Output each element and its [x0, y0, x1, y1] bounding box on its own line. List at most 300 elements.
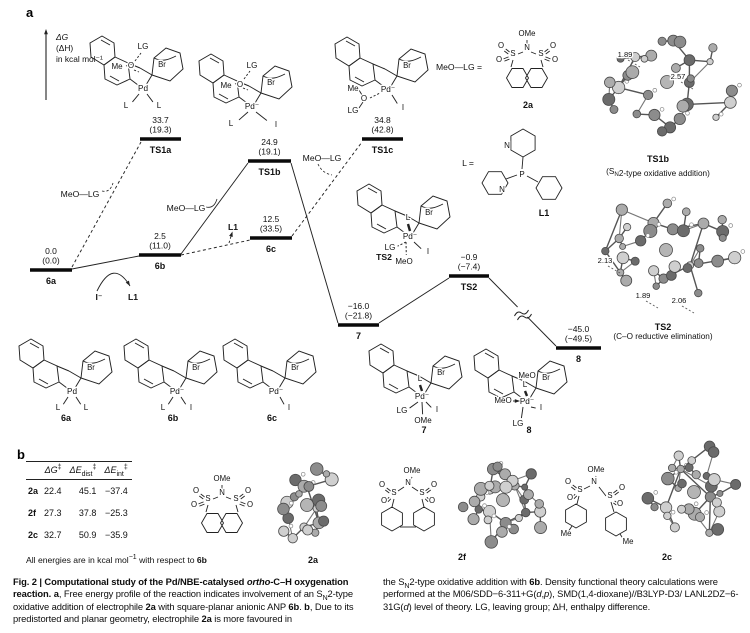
text-segment: -C–H oxygenation reaction.: [13, 576, 349, 600]
ligand-exchange-arrow: [97, 273, 130, 291]
molecule-skeleton: [369, 344, 462, 393]
text-segment: p: [544, 588, 550, 600]
atom-sphere: [717, 490, 723, 496]
bond: [199, 496, 203, 499]
connection-line: [291, 163, 338, 323]
bond: [521, 407, 523, 418]
hydrogen-sphere: [705, 511, 709, 515]
bond: [522, 157, 523, 169]
atom-LG: LG: [384, 243, 396, 252]
metal-atom: [688, 486, 701, 499]
text-segment: ΔE: [104, 465, 117, 475]
bond: [199, 504, 204, 506]
dg-value: −45.0: [567, 324, 590, 334]
text-segment: ), SMD(1,4-dioxane)//B3LYP-D3/ LANL2DZ−6-31G(: [383, 588, 739, 612]
bond: [425, 488, 429, 491]
atom-N: N: [499, 185, 505, 194]
text-segment: . Density functional theory calculations were performed at the M06/SDD−6-311+G(: [383, 576, 718, 600]
bond: [226, 497, 231, 499]
atom-sphere: [660, 502, 671, 513]
table-row: [26, 480, 132, 503]
bond: [135, 53, 141, 61]
atom-L: L: [405, 213, 411, 222]
atom-N: N: [405, 478, 411, 487]
atom-Pd: Pd⁻: [169, 387, 185, 396]
hydrogen-sphere: [671, 510, 675, 514]
atom-N: N: [219, 488, 225, 497]
bond: [545, 59, 550, 61]
bond: [72, 256, 139, 269]
molecule-ts1a: [90, 36, 183, 110]
table-cell: 32.7: [44, 530, 62, 540]
energy-level-TS2: [449, 252, 489, 292]
species-label: TS1b: [258, 167, 281, 177]
table-body: [26, 480, 132, 547]
hydrogen-sphere: [654, 491, 658, 495]
atom-O: O: [380, 496, 388, 505]
atom-sphere: [635, 236, 645, 246]
atom-L: L: [160, 403, 166, 412]
text-segment: ‡: [123, 464, 128, 471]
atom-L: L: [83, 403, 89, 412]
bond: [398, 487, 404, 491]
atom-sphere: [493, 462, 502, 471]
atom-sphere: [621, 275, 632, 286]
hydrogen-sphere: [690, 223, 694, 227]
atom-I: I: [435, 405, 439, 414]
species-label: TS1a: [149, 145, 172, 155]
atom-O: O: [236, 80, 244, 89]
atom-sphere: [602, 247, 609, 254]
atom-sphere: [500, 481, 512, 493]
atom-sphere: [310, 463, 323, 476]
atom-sphere: [682, 208, 690, 216]
atom-sphere: [728, 251, 740, 263]
bond: [236, 505, 238, 512]
atom-OMe: OMe: [414, 416, 432, 425]
dg-value: 34.8: [374, 115, 391, 125]
bond: [541, 60, 543, 67]
bond: [243, 88, 248, 90]
atom-sphere: [296, 491, 303, 498]
species-label: TS2: [460, 282, 478, 292]
atom-L: L: [228, 119, 234, 128]
bond: [613, 490, 617, 493]
distance-leader: [682, 306, 694, 313]
dg-value: 0.0: [45, 246, 57, 256]
atom-sphere: [698, 218, 709, 229]
ring: [566, 504, 587, 528]
text-segment: −1: [128, 554, 137, 562]
ball-and-stick-2a-3d: [278, 463, 339, 565]
atom-Me: Me: [220, 81, 232, 90]
molecule-2c-panelb: [561, 465, 634, 546]
hydrogen-sphere: [672, 197, 676, 201]
hydrogen-sphere: [492, 514, 496, 518]
energy-level-TS1c: [362, 115, 403, 155]
bond: [504, 51, 508, 54]
atom-O: O: [244, 486, 252, 495]
bond: [392, 95, 397, 104]
atom-sphere: [662, 472, 675, 485]
meolg-hook-1: [102, 183, 113, 191]
atom-O: O: [551, 55, 559, 64]
atom-sphere: [674, 36, 686, 48]
hydrogen-sphere: [289, 524, 293, 528]
dg-value: 33.7: [152, 115, 169, 125]
ddg-table: [26, 461, 132, 546]
atom-Pd: Pd: [137, 84, 149, 93]
atom-sphere: [497, 527, 508, 538]
atom-MeO: MeO: [395, 257, 413, 266]
atom-sphere: [603, 93, 615, 105]
dh-value: (0.0): [42, 255, 60, 266]
atom-sphere: [631, 257, 639, 265]
bond: [422, 499, 424, 507]
atom-sphere: [279, 526, 289, 536]
atom-sphere: [678, 505, 686, 513]
structure-caption: 2a: [307, 555, 319, 565]
row-label: 2f: [28, 508, 37, 518]
atom-sphere: [316, 500, 327, 511]
atom-OMe: OMe: [518, 29, 536, 38]
atom-O: O: [378, 480, 386, 489]
text-segment: ortho: [246, 576, 271, 587]
bond: [615, 492, 619, 495]
molecule-6c: [223, 339, 316, 423]
figure-caption-right: [383, 576, 739, 613]
distortion-interaction-table: [26, 461, 132, 546]
atom-sphere: [707, 59, 713, 65]
table-cell: 50.9: [78, 530, 97, 540]
atom-N: N: [591, 477, 597, 486]
connection-line: [72, 256, 139, 269]
atom-sphere: [712, 498, 721, 507]
annotation-l1-release-label: L1: [127, 292, 139, 302]
text-segment: 2-type oxidative addition with: [409, 576, 530, 587]
text-segment: N: [404, 582, 410, 590]
bond: [511, 60, 513, 67]
bond: [132, 94, 139, 102]
ball-and-stick-ts1b-3d: [603, 35, 742, 178]
energy-level-7: [338, 301, 379, 341]
dh-value: (−21.8): [344, 310, 373, 321]
bond: [392, 499, 394, 507]
molecule-2a-legend: [496, 29, 558, 110]
atom-sphere: [458, 502, 468, 512]
row-label: 2a: [28, 486, 39, 496]
atom-S: S: [391, 488, 397, 497]
annotation-l1-dissociation-label: L1: [227, 222, 239, 232]
bond: [63, 397, 68, 404]
text-segment: 2a: [145, 600, 156, 612]
bond: [420, 385, 422, 391]
atom-sphere: [688, 457, 696, 465]
atom-L: L: [417, 374, 423, 383]
molecule-skeleton: [90, 36, 183, 85]
annotation-iodide-label: I⁻: [95, 292, 103, 302]
atom-Br: Br: [267, 78, 275, 87]
atom-MeO: MeO: [494, 396, 512, 405]
molecule-2a-panelb: [191, 474, 253, 533]
atom-sphere: [623, 223, 630, 230]
structure-subcaption: (C–O reductive elimination): [613, 332, 713, 341]
annotation-meolg-label-2: MeO—LG: [166, 203, 206, 213]
dh-value: (19.3): [149, 124, 172, 135]
molecule-skeleton: [357, 184, 450, 233]
annotation-legend-l: L =: [462, 158, 474, 168]
atom-Br: Br: [542, 373, 550, 382]
atom-sphere: [515, 514, 522, 521]
text-segment: b: [304, 600, 310, 612]
atom-N: N: [524, 43, 530, 52]
text-segment: ΔG: [44, 465, 58, 475]
atom-Me: Me: [560, 529, 572, 538]
atom-S: S: [510, 49, 516, 58]
atom-sphere: [677, 100, 689, 112]
axis-label: (ΔH): [56, 43, 74, 53]
atom-Pd: Pd⁻: [244, 102, 260, 111]
table-header-cell: [100, 462, 131, 480]
species-label: 6c: [265, 244, 277, 254]
meolg-hook-3: [318, 164, 332, 175]
atom-sphere: [708, 447, 719, 458]
atom-Br: Br: [192, 363, 200, 372]
table-cell: 45.1: [78, 486, 97, 496]
text-segment: with square-planar anionic ANP: [155, 600, 289, 612]
atom-sphere: [687, 75, 694, 82]
energy-level-8: [556, 324, 601, 364]
bond: [240, 504, 245, 506]
bond: [408, 224, 410, 231]
hydrogen-sphere: [289, 501, 293, 505]
atom-I: I: [287, 403, 291, 412]
bond: [256, 112, 267, 121]
atom-I: I: [401, 103, 405, 112]
bond: [518, 52, 523, 54]
bond: [427, 490, 431, 493]
structure-caption: 2f: [457, 552, 467, 562]
atom-sphere: [278, 503, 290, 515]
bond: [387, 488, 391, 491]
species-label: 6a: [45, 276, 57, 286]
table-header-row: [26, 462, 132, 480]
atom-OMe: OMe: [587, 465, 605, 474]
molecule-ts2: [357, 184, 450, 266]
molecule-skeleton: [199, 54, 292, 103]
ball-and-stick-2f-3d: [458, 461, 547, 562]
bond: [426, 402, 431, 407]
atom-sphere: [288, 534, 297, 543]
dh-value: (33.5): [259, 223, 283, 234]
bond: [412, 487, 418, 491]
atom-O: O: [616, 499, 624, 508]
bond: [244, 71, 250, 79]
text-segment: 2a: [201, 612, 212, 624]
annotation-meolg-label-3: MeO—LG: [302, 153, 342, 163]
bond: [531, 52, 536, 54]
structure-caption: 6c: [266, 413, 278, 423]
figure-caption-left: [13, 576, 375, 625]
atom-O: O: [566, 493, 574, 502]
bond: [134, 70, 139, 72]
atom-Me: Me: [347, 84, 359, 93]
dh-value: (11.0): [149, 240, 171, 251]
bond: [410, 402, 418, 408]
atom-sphere: [712, 255, 724, 267]
structure-caption: 6b: [167, 413, 179, 423]
atom-O: O: [618, 483, 626, 492]
atom-sphere: [616, 204, 627, 215]
text-segment: 6b: [529, 576, 540, 587]
bond: [72, 142, 141, 267]
text-segment: 2-type oxidative addition of electrophile: [13, 588, 354, 612]
bond: [240, 502, 245, 504]
hydrogen-sphere: [657, 222, 661, 226]
structure-caption: 8: [526, 425, 532, 435]
text-segment: d: [536, 588, 542, 600]
atom-sphere: [522, 484, 528, 490]
atom-O: O: [246, 500, 254, 509]
table-corner-cell: [26, 462, 40, 480]
energy-level-6c: [250, 214, 292, 254]
hydrogen-sphere: [507, 525, 511, 529]
energy-level-TS1b: [248, 137, 291, 177]
atom-S: S: [205, 494, 211, 503]
bond: [239, 112, 248, 120]
bond: [414, 242, 421, 249]
atom-sphere: [709, 44, 717, 52]
atom-O: O: [564, 477, 572, 486]
atom-S: S: [233, 494, 239, 503]
molecule-skeleton: [124, 339, 217, 388]
atom-Me: Me: [622, 537, 634, 546]
text-segment: .: [299, 600, 305, 612]
annotation-legend-meolg: MeO—LG =: [435, 62, 483, 72]
atom-Me: Me: [111, 62, 123, 71]
text-segment: 6b: [288, 600, 300, 612]
bond: [206, 505, 208, 512]
atom-L: L: [156, 101, 162, 110]
hydrogen-sphere: [686, 111, 690, 115]
ball-and-stick-ts2-3d: [598, 197, 745, 341]
atom-Pd: Pd⁻: [402, 232, 418, 241]
bond: [147, 94, 153, 102]
atom-sphere: [643, 90, 652, 99]
text-segment: 6b: [196, 555, 207, 565]
atom-N: N: [504, 141, 510, 150]
metal-atom: [660, 244, 673, 257]
atom-sphere: [658, 37, 666, 45]
atom-Br: Br: [87, 363, 95, 372]
annotation-ts2-structure-label: TS2: [376, 252, 392, 262]
bond: [370, 93, 380, 98]
atom-sphere: [641, 55, 648, 62]
hydrogen-sphere: [694, 502, 698, 506]
atom-S: S: [607, 491, 613, 500]
atom-sphere: [713, 114, 719, 120]
bond: [213, 497, 218, 499]
atom-sphere: [653, 283, 660, 290]
atom-sphere: [695, 289, 702, 296]
atom-sphere: [725, 97, 737, 109]
bond: [504, 57, 509, 59]
atom-sphere: [649, 109, 660, 120]
atom-sphere: [657, 127, 666, 136]
atom-O: O: [360, 94, 368, 103]
ring: [414, 507, 435, 531]
dg-value: 24.9: [261, 137, 278, 147]
text-segment: with respect to: [136, 555, 197, 565]
atom-sphere: [674, 113, 685, 124]
atom-sphere: [692, 470, 700, 478]
atom-sphere: [712, 524, 724, 536]
structure-caption: TS2: [654, 322, 672, 332]
text-segment: d: [403, 600, 409, 612]
ball-and-stick-2c-3d: [642, 441, 741, 562]
text-segment: ,: [541, 588, 545, 600]
bond: [422, 402, 423, 414]
atom-O: O: [127, 61, 135, 70]
atom-O: O: [192, 486, 200, 495]
atom-O: O: [190, 500, 198, 509]
atom-sphere: [323, 471, 329, 477]
text-segment: ΔE: [69, 465, 82, 475]
distance-leader: [646, 301, 658, 308]
atom-sphere: [696, 245, 704, 253]
bond: [504, 59, 509, 61]
hydrogen-sphere: [646, 234, 650, 238]
atom-O: O: [495, 55, 503, 64]
bond: [181, 397, 186, 404]
bond: [239, 494, 243, 497]
molecule-6a: [19, 339, 112, 423]
atom-Br: Br: [403, 61, 411, 70]
bond: [545, 57, 550, 59]
atom-I: I: [274, 120, 278, 129]
bond: [201, 494, 205, 497]
panel-b-label: b: [17, 447, 25, 462]
bond: [577, 496, 579, 504]
connection-line: [72, 142, 141, 267]
molecule-skeleton: [223, 339, 316, 388]
atom-sphere: [303, 525, 313, 535]
atom-sphere: [304, 481, 314, 491]
text-segment: ) level of theory. LG, leaving group; ΔH, enthalpy difference.: [408, 600, 651, 612]
atom-sphere: [667, 224, 678, 235]
dg-value: −0.9: [460, 252, 478, 262]
atom-O: O: [428, 496, 436, 505]
atom-sphere: [319, 516, 329, 526]
molecule-2f-panelb: [379, 466, 437, 531]
distance-label: 2.13: [597, 256, 613, 265]
bond: [385, 490, 389, 493]
atom-sphere: [604, 77, 615, 88]
distance-label: 2.57: [670, 72, 686, 81]
text-segment: is more favoured in: [211, 612, 293, 624]
atom-sphere: [719, 234, 726, 241]
atom-O: O: [430, 480, 438, 489]
species-label: 8: [575, 354, 582, 364]
ring: [382, 507, 403, 531]
distance-label: 1.89: [635, 291, 651, 300]
species-label: TS1c: [371, 145, 394, 155]
table-header-cell: [40, 462, 66, 480]
bond: [291, 163, 338, 323]
table-cell: 27.3: [44, 508, 62, 518]
atom-sphere: [670, 523, 679, 532]
bond: [571, 487, 575, 490]
